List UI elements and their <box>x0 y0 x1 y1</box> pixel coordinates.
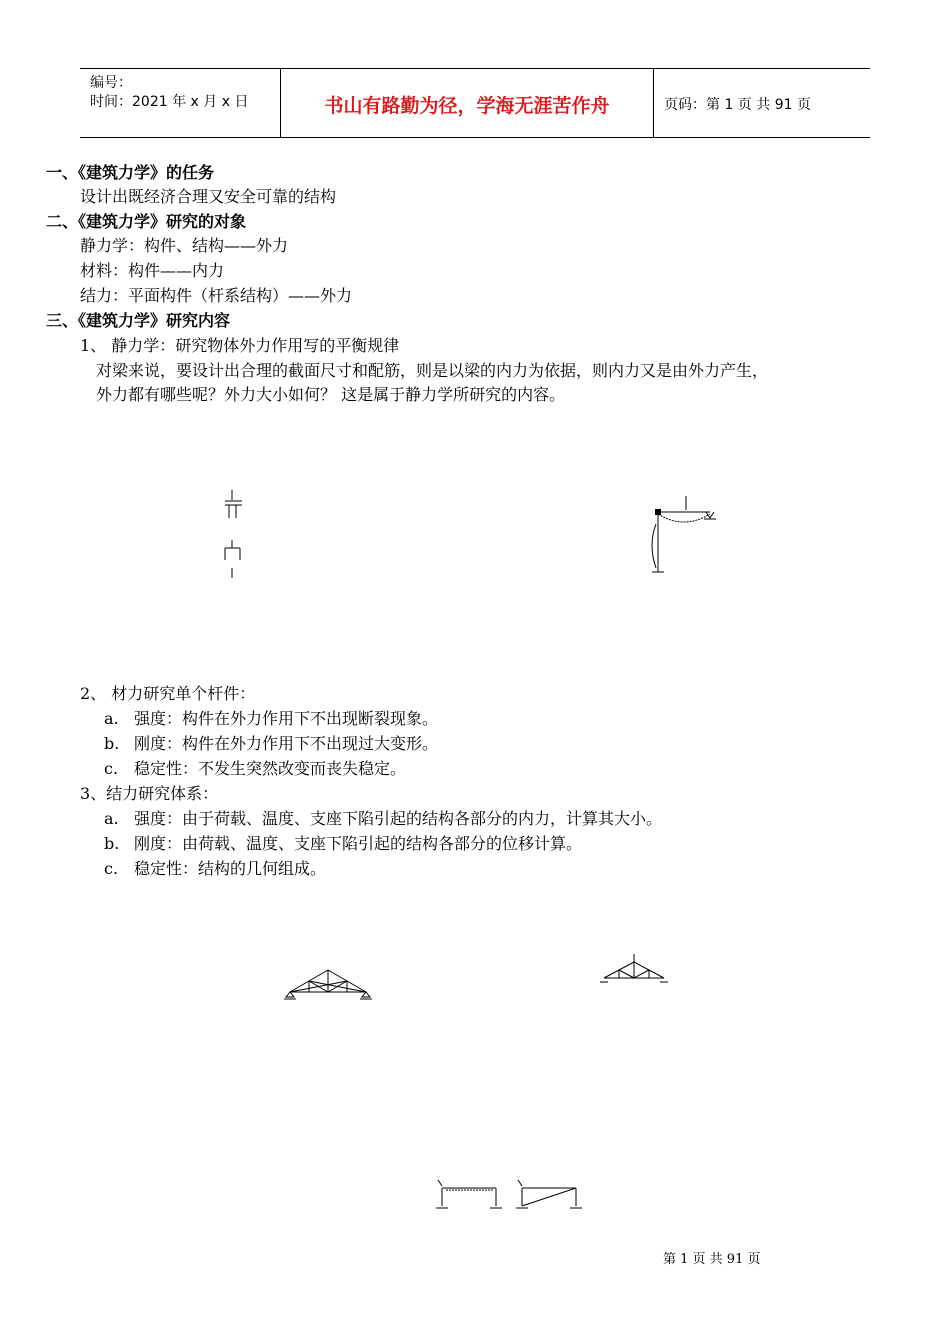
item-3-c-marker: c. <box>104 859 119 878</box>
section-1-title: 一、《建筑力学》的任务 <box>46 163 215 182</box>
section-2-line-3: 结力：平面构件（杆系结构）——外力 <box>80 286 353 305</box>
item-3-b-text: 刚度：由荷载、温度、支座下陷引起的结构各部分的位移计算。 <box>134 834 583 853</box>
frame-load-diagram-figure <box>640 490 720 580</box>
section-3-item-3-title: 3、结力研究体系： <box>80 784 219 803</box>
item-3-c-text: 稳定性：结构的几何组成。 <box>134 859 327 878</box>
page-footer: 第 1 页 共 91 页 <box>663 1252 761 1267</box>
page-header <box>80 68 870 138</box>
header-page-info: 页码：第 1 页 共 91 页 <box>664 97 811 113</box>
header-motto-cell <box>281 69 654 137</box>
header-page-cell <box>654 69 870 137</box>
header-motto: 书山有路勤为径，学海无涯苦作舟 <box>324 95 610 117</box>
item-3-a-text: 强度：由于荷载、温度、支座下陷引起的结构各部分的内力，计算其大小。 <box>134 809 663 828</box>
document-number-label: 编号： <box>90 75 132 91</box>
section-3-title: 三、《建筑力学》研究内容 <box>46 311 231 330</box>
item-2-b-text: 刚度：构件在外力作用下不出现过大变形。 <box>134 734 439 753</box>
section-2-line-1: 静力学：构件、结构——外力 <box>80 236 289 255</box>
item-2-a-text: 强度：构件在外力作用下不出现断裂现象。 <box>134 709 439 728</box>
truss-diagram-right-figure <box>598 952 670 988</box>
header-meta-cell <box>80 69 281 137</box>
item-2-a-marker: a. <box>104 709 119 728</box>
support-diagram-figure <box>220 488 250 582</box>
section-3-item-1-title: 1、 静力学：研究物体外力作用写的平衡规律 <box>80 336 400 355</box>
item-2-c-text: 稳定性：不发生突然改变而丧失稳定。 <box>134 759 407 778</box>
document-time: 时间：2021 年 x 月 x 日 <box>90 94 249 110</box>
item-2-c-marker: c. <box>104 759 119 778</box>
section-3-item-1-paragraph-line-2: 外力都有哪些呢？外力大小如何？ 这是属于静力学所研究的内容。 <box>96 385 566 404</box>
frame-comparison-figure <box>428 1174 586 1230</box>
section-3-item-1-paragraph-line-1: 对梁来说，要设计出合理的截面尺寸和配筋，则是以梁的内力为依据，则内力又是由外力产生， <box>96 361 769 380</box>
section-3-item-2-title: 2、 材力研究单个杆件： <box>80 684 256 703</box>
truss-diagram-left-figure <box>284 966 374 1006</box>
item-3-a-marker: a. <box>104 809 119 828</box>
section-1-text: 设计出既经济合理又安全可靠的结构 <box>80 187 337 206</box>
item-2-b-marker: b. <box>104 734 120 753</box>
section-2-title: 二、《建筑力学》研究的对象 <box>46 212 247 231</box>
section-2-line-2: 材料：构件——内力 <box>80 261 225 280</box>
item-3-b-marker: b. <box>104 834 120 853</box>
